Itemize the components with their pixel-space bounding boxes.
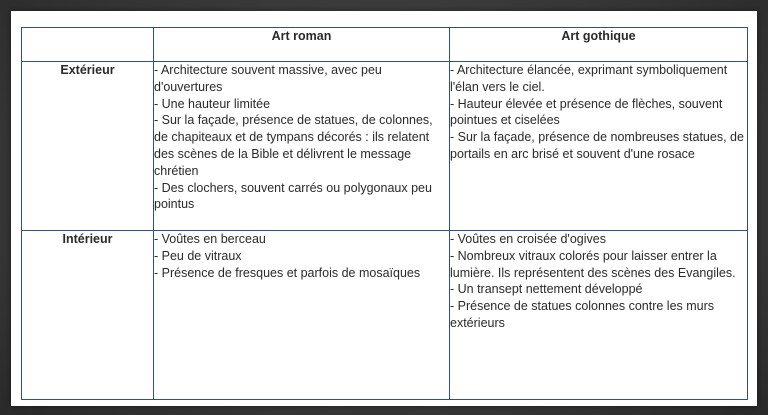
cell-interieur-roman — [154, 231, 450, 400]
list-item: - Présence de fresques et parfois de mosaïques — [154, 265, 421, 280]
list-item: - Voûtes en berceau — [154, 232, 266, 246]
corner-cell — [22, 28, 154, 62]
list-item: - Voûtes en croisée d'ogives — [450, 232, 606, 246]
cell-interieur-gothique — [450, 231, 748, 400]
list-item: - Architecture souvent massive, avec peu d'ouvertures — [154, 63, 382, 94]
column-header-gothique: Art gothique — [450, 28, 748, 62]
row-header-exterieur: Extérieur — [22, 62, 154, 231]
list-item: - Architecture élancée, exprimant symboliquement l'élan vers le ciel. — [450, 63, 728, 94]
document-sheet — [11, 11, 757, 406]
list-item: - Sur la façade, présence de nombreuses statues, de portails en arc brisé et souvent d'une rosace — [450, 130, 744, 161]
comparison-table — [21, 27, 748, 400]
table-row-exterieur — [22, 62, 748, 231]
list-item: - Des clochers, souvent carrés ou polygonaux peu pointus — [154, 180, 432, 212]
cell-exterieur-gothique — [450, 62, 748, 231]
list-item: - Peu de vitraux — [154, 248, 242, 263]
list-item: - Une hauteur limitée — [154, 96, 271, 111]
list-item: - Nombreux vitraux colorés pour laisser entrer la lumière. Ils représentent des scènes des Evangiles. — [450, 248, 736, 280]
header-row — [22, 28, 748, 62]
list-item: - Hauteur élevée et présence de flèches, souvent pointues et ciselées — [450, 96, 723, 128]
cell-exterieur-roman — [154, 62, 450, 231]
list-item: - Un transept nettement développé — [450, 282, 643, 297]
list-item: - Sur la façade, présence de statues, de colonnes, de chapiteaux et de tympans décorés : ils relatent des scènes de la Bible et délivrent le message chrétien — [154, 113, 433, 178]
table-row-interieur — [22, 231, 748, 400]
row-header-interieur: Intérieur — [22, 231, 154, 400]
list-item: - Présence de statues colonnes contre les murs extérieurs — [450, 299, 715, 330]
column-header-roman: Art roman — [154, 28, 450, 62]
